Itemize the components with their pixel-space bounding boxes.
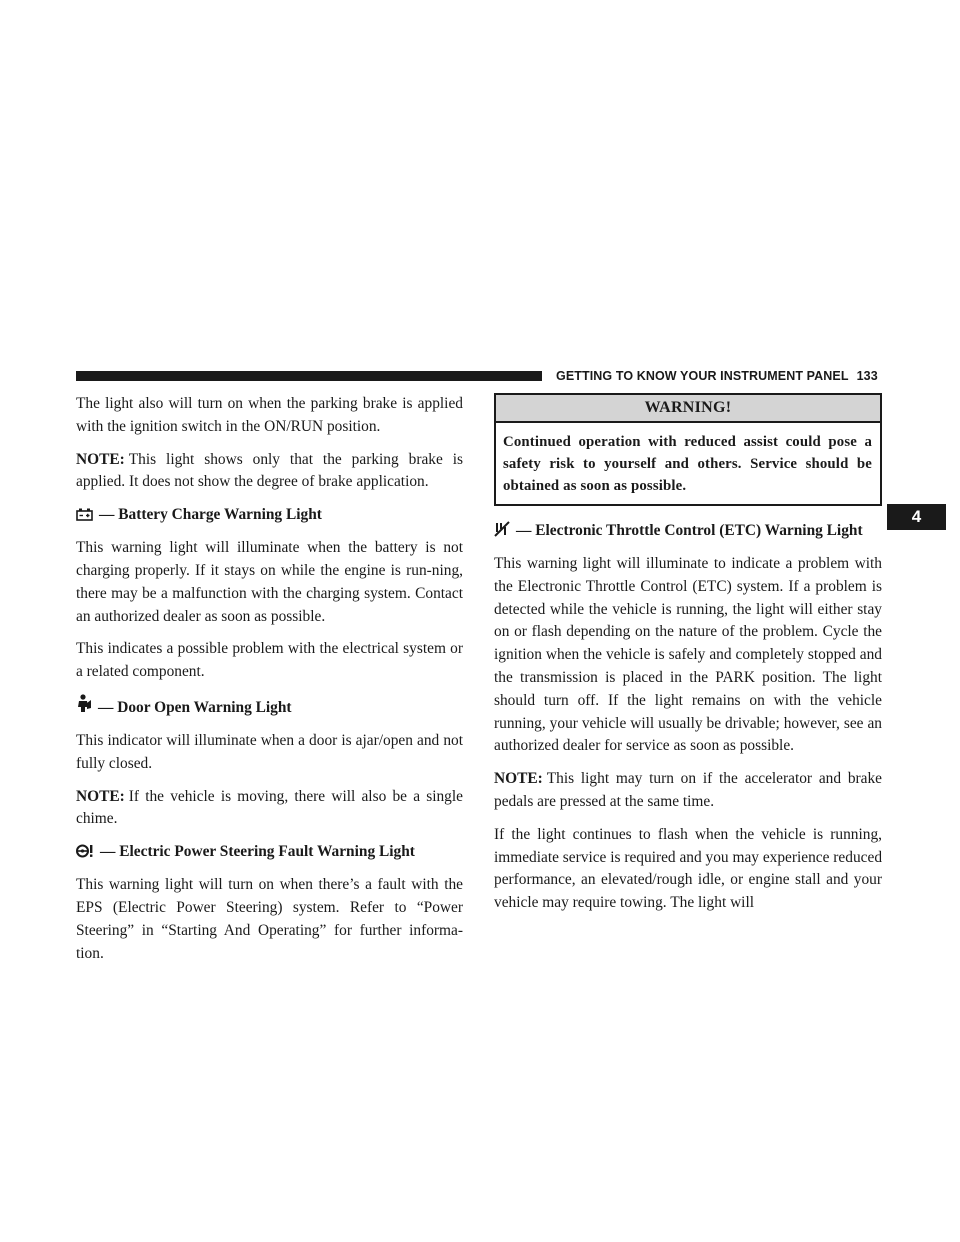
note-door-chime — [76, 786, 463, 832]
warning-title: WARNING! — [496, 395, 880, 423]
note-parking-brake — [76, 449, 463, 495]
warning-body: Continued operation with reduced assist could pose a safety risk to yourself and others. Service should be obtained as soon as possible. — [503, 434, 872, 494]
running-header — [556, 369, 878, 383]
battery-paragraph-1: This warning light will illuminate when the battery is not charging properly. If it stays on while the engine is run-ning, there may be a malfunction with the charging system. Contact an authorized dealer as soon as possible. — [76, 539, 463, 625]
chapter-tab: 4 — [887, 504, 946, 530]
battery-heading-text: — Battery Charge Warning Light — [99, 506, 322, 524]
door-open-icon — [76, 694, 92, 721]
header-title: GETTING TO KNOW YOUR INSTRUMENT PANEL — [556, 369, 849, 383]
etc-heading — [494, 520, 882, 544]
note-label: NOTE: — [76, 787, 125, 805]
etc-heading-text: — Electronic Throttle Control (ETC) Warning Light — [516, 522, 863, 539]
door-paragraph: This indicator will illuminate when a door is ajar/open and not fully closed. — [76, 731, 463, 772]
eps-paragraph: This warning light will turn on when there’s a fault with the EPS (Electric Power Steering) system. Refer to “Power Steering” in “Starting And Operating” for further informa-tion. — [76, 876, 463, 962]
eps-heading-text: — Electric Power Steering Fault Warning Light — [100, 843, 415, 861]
etc-paragraph-1: This warning light will illuminate to indicate a problem with the Electronic Throttle Control (ETC) system. If a problem is detected while the vehicle is running, the light will either stay on or flash depending on the nature of the problem. Cycle the ignition when the vehicle is safely and completely stopped and the transmission is placed in the PARK position. The light should turn off. If the light remains on with the vehicle running, your vehicle will usually be drivable; however, see an authorized dealer for service as soon as possible. — [494, 555, 882, 755]
note-text: If the vehicle is moving, there will also be a single chime. — [76, 787, 463, 828]
battery-heading — [76, 504, 463, 528]
throttle-icon — [494, 521, 510, 544]
battery-paragraph-2: This indicates a possible problem with the electrical system or a related component. — [76, 640, 463, 681]
battery-icon — [76, 506, 93, 528]
note-label: NOTE: — [76, 450, 125, 468]
note-text: This light shows only that the parking brake is applied. It does not show the degree of brake application. — [76, 450, 463, 491]
header-rule — [76, 371, 542, 381]
note-text: This light may turn on if the accelerator and brake pedals are pressed at the same time. — [494, 770, 882, 810]
note-accelerator-brake — [494, 768, 882, 814]
etc-paragraph-2: If the light continues to flash when the vehicle is running, immediate service is required and you may experience reduced performance, an elevated/rough idle, or engine stall and your vehicle may require towing. The light will — [494, 825, 883, 912]
page-number: 133 — [856, 369, 878, 383]
right-column — [494, 393, 882, 925]
parking-brake-paragraph: The light also will turn on when the parking brake is applied with the ignition switch in the ON/RUN position. — [76, 395, 463, 435]
eps-heading — [76, 841, 463, 865]
note-label: NOTE: — [494, 770, 543, 788]
warning-box — [494, 393, 882, 506]
door-heading — [76, 694, 463, 721]
door-heading-text: — Door Open Warning Light — [98, 698, 292, 716]
steering-wheel-fault-icon — [76, 843, 94, 865]
left-column — [76, 393, 463, 975]
